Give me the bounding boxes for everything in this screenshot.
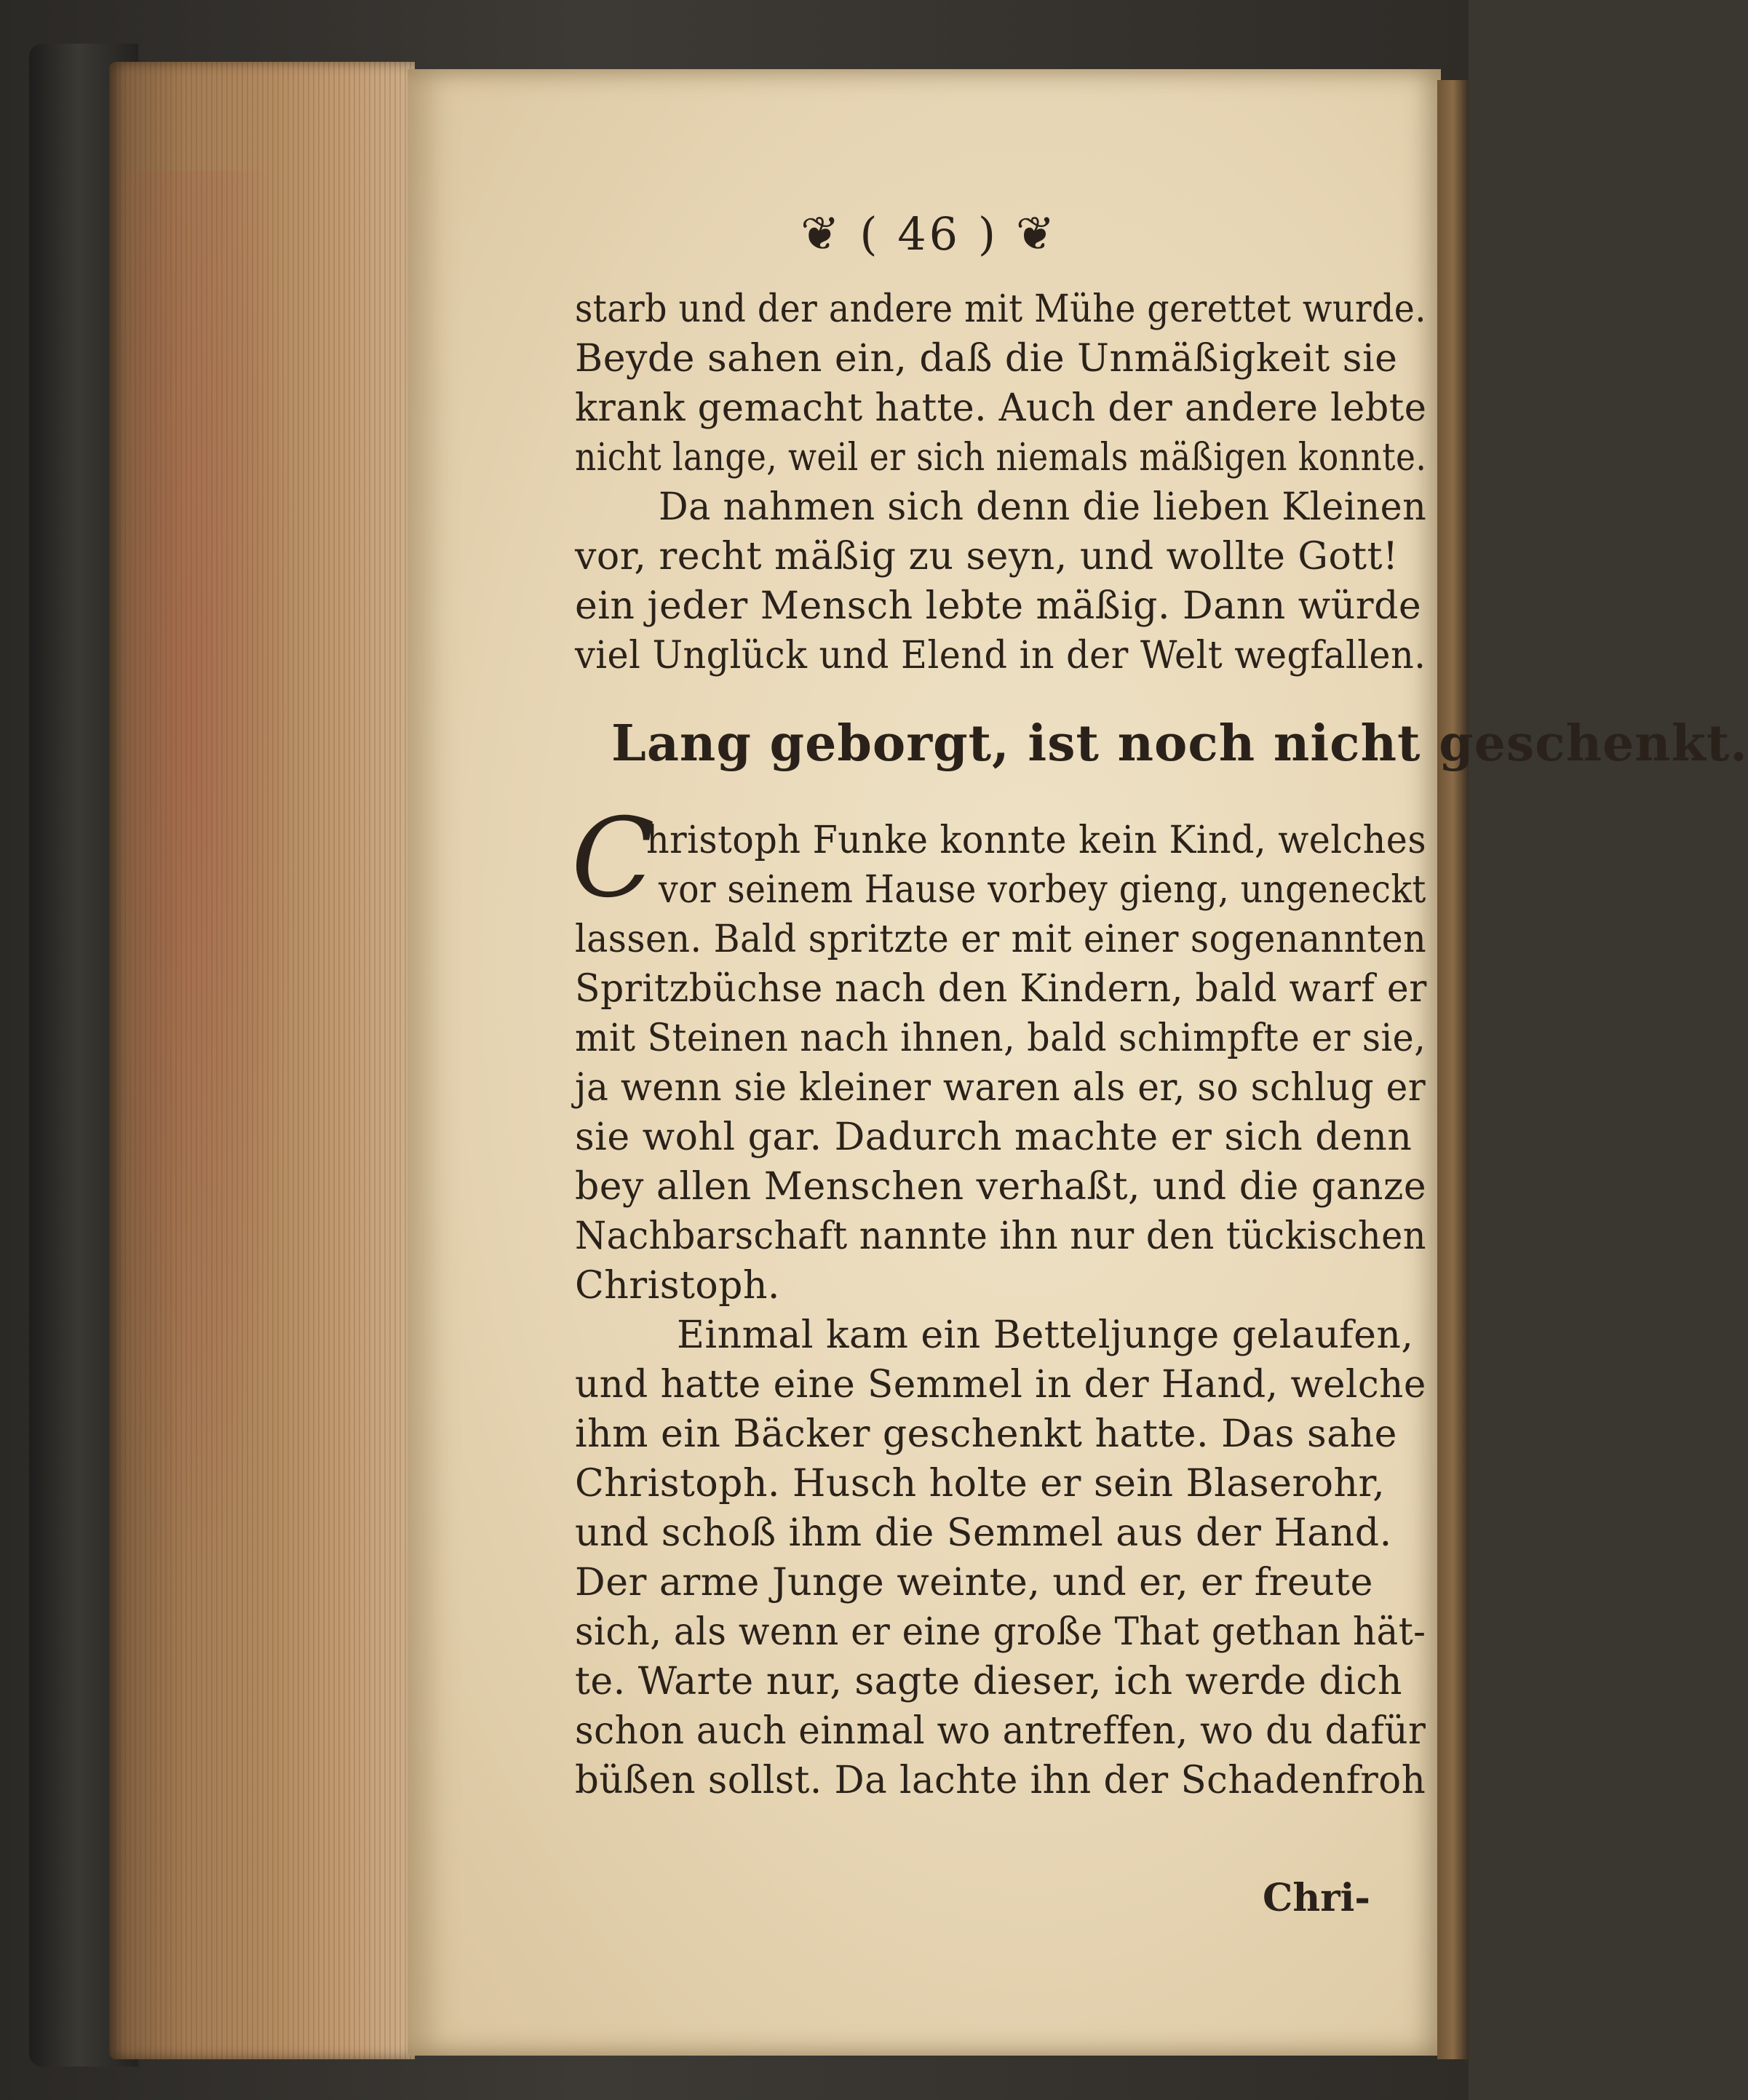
running-head bbox=[800, 207, 1057, 261]
facing-page-edge bbox=[1437, 80, 1469, 2059]
catchword: Chri- bbox=[1263, 1876, 1370, 1920]
text-line: ihm ein Bäcker geschenkt hatte. Das sahe bbox=[575, 1412, 1397, 1456]
text-line: schon auch einmal wo antreffen, wo du dafür bbox=[575, 1709, 1426, 1753]
text-line: Einmal kam ein Betteljunge gelaufen, bbox=[677, 1313, 1414, 1357]
section-title: Lang geborgt, ist noch nicht geschenkt. bbox=[611, 715, 1748, 773]
text-line: ein jeder Mensch lebte mäßig. Dann würde bbox=[575, 584, 1422, 628]
text-line: mit Steinen nach ihnen, bald schimpfte er sie, bbox=[575, 1017, 1426, 1060]
text-line: Christoph. bbox=[575, 1264, 780, 1308]
text-line: Nachbarschaft nannte ihn nur den tückischen bbox=[575, 1214, 1427, 1258]
text-line: und schoß ihm die Semmel aus der Hand. bbox=[575, 1511, 1392, 1555]
text-line: lassen. Bald spritzte er mit einer sogenannten bbox=[575, 918, 1427, 961]
page-number: ( 46 ) bbox=[859, 207, 999, 260]
text-line: Der arme Junge weinte, und er, er freute bbox=[575, 1561, 1373, 1604]
ornament-left-icon: ❦ bbox=[800, 207, 843, 261]
text-line: starb und der andere mit Mühe gerettet wurde. bbox=[575, 287, 1426, 331]
text-line: te. Warte nur, sagte dieser, ich werde dich bbox=[575, 1660, 1402, 1703]
text-line: und hatte eine Semmel in der Hand, welche bbox=[575, 1363, 1426, 1407]
text-line: Spritzbüchse nach den Kindern, bald warf er bbox=[575, 967, 1427, 1011]
ornament-right-icon: ❦ bbox=[1015, 207, 1058, 261]
text-line: sich, als wenn er eine große That gethan hät- bbox=[575, 1610, 1426, 1654]
text-line: viel Unglück und Elend in der Welt wegfallen. bbox=[575, 634, 1426, 677]
drop-cap: C bbox=[571, 795, 655, 922]
text-line: büßen sollst. Da lachte ihn der Schadenfroh bbox=[575, 1759, 1426, 1802]
text-line: Da nahmen sich denn die lieben Kleinen bbox=[659, 485, 1427, 529]
text-line: hristoph Funke konnte kein Kind, welches bbox=[646, 819, 1427, 862]
text-line: Beyde sahen ein, daß die Unmäßigkeit sie bbox=[575, 337, 1398, 381]
text-line: nicht lange, weil er sich niemals mäßigen konnte. bbox=[575, 436, 1427, 480]
text-line: sie wohl gar. Dadurch machte er sich denn bbox=[575, 1115, 1413, 1159]
text-line: ja wenn sie kleiner waren als er, so schlug er bbox=[575, 1066, 1426, 1110]
text-line: vor seinem Hause vorbey gieng, ungeneckt bbox=[659, 868, 1426, 912]
text-line: bey allen Menschen verhaßt, und die ganze bbox=[575, 1165, 1427, 1209]
red-edge-stain bbox=[124, 171, 291, 1554]
text-line: krank gemacht hatte. Auch der andere lebte bbox=[575, 386, 1427, 430]
page-edges bbox=[109, 62, 415, 2059]
text-line: vor, recht mäßig zu seyn, und wollte Gott! bbox=[575, 535, 1399, 578]
text-line: Christoph. Husch holte er sein Blaserohr, bbox=[575, 1462, 1386, 1506]
